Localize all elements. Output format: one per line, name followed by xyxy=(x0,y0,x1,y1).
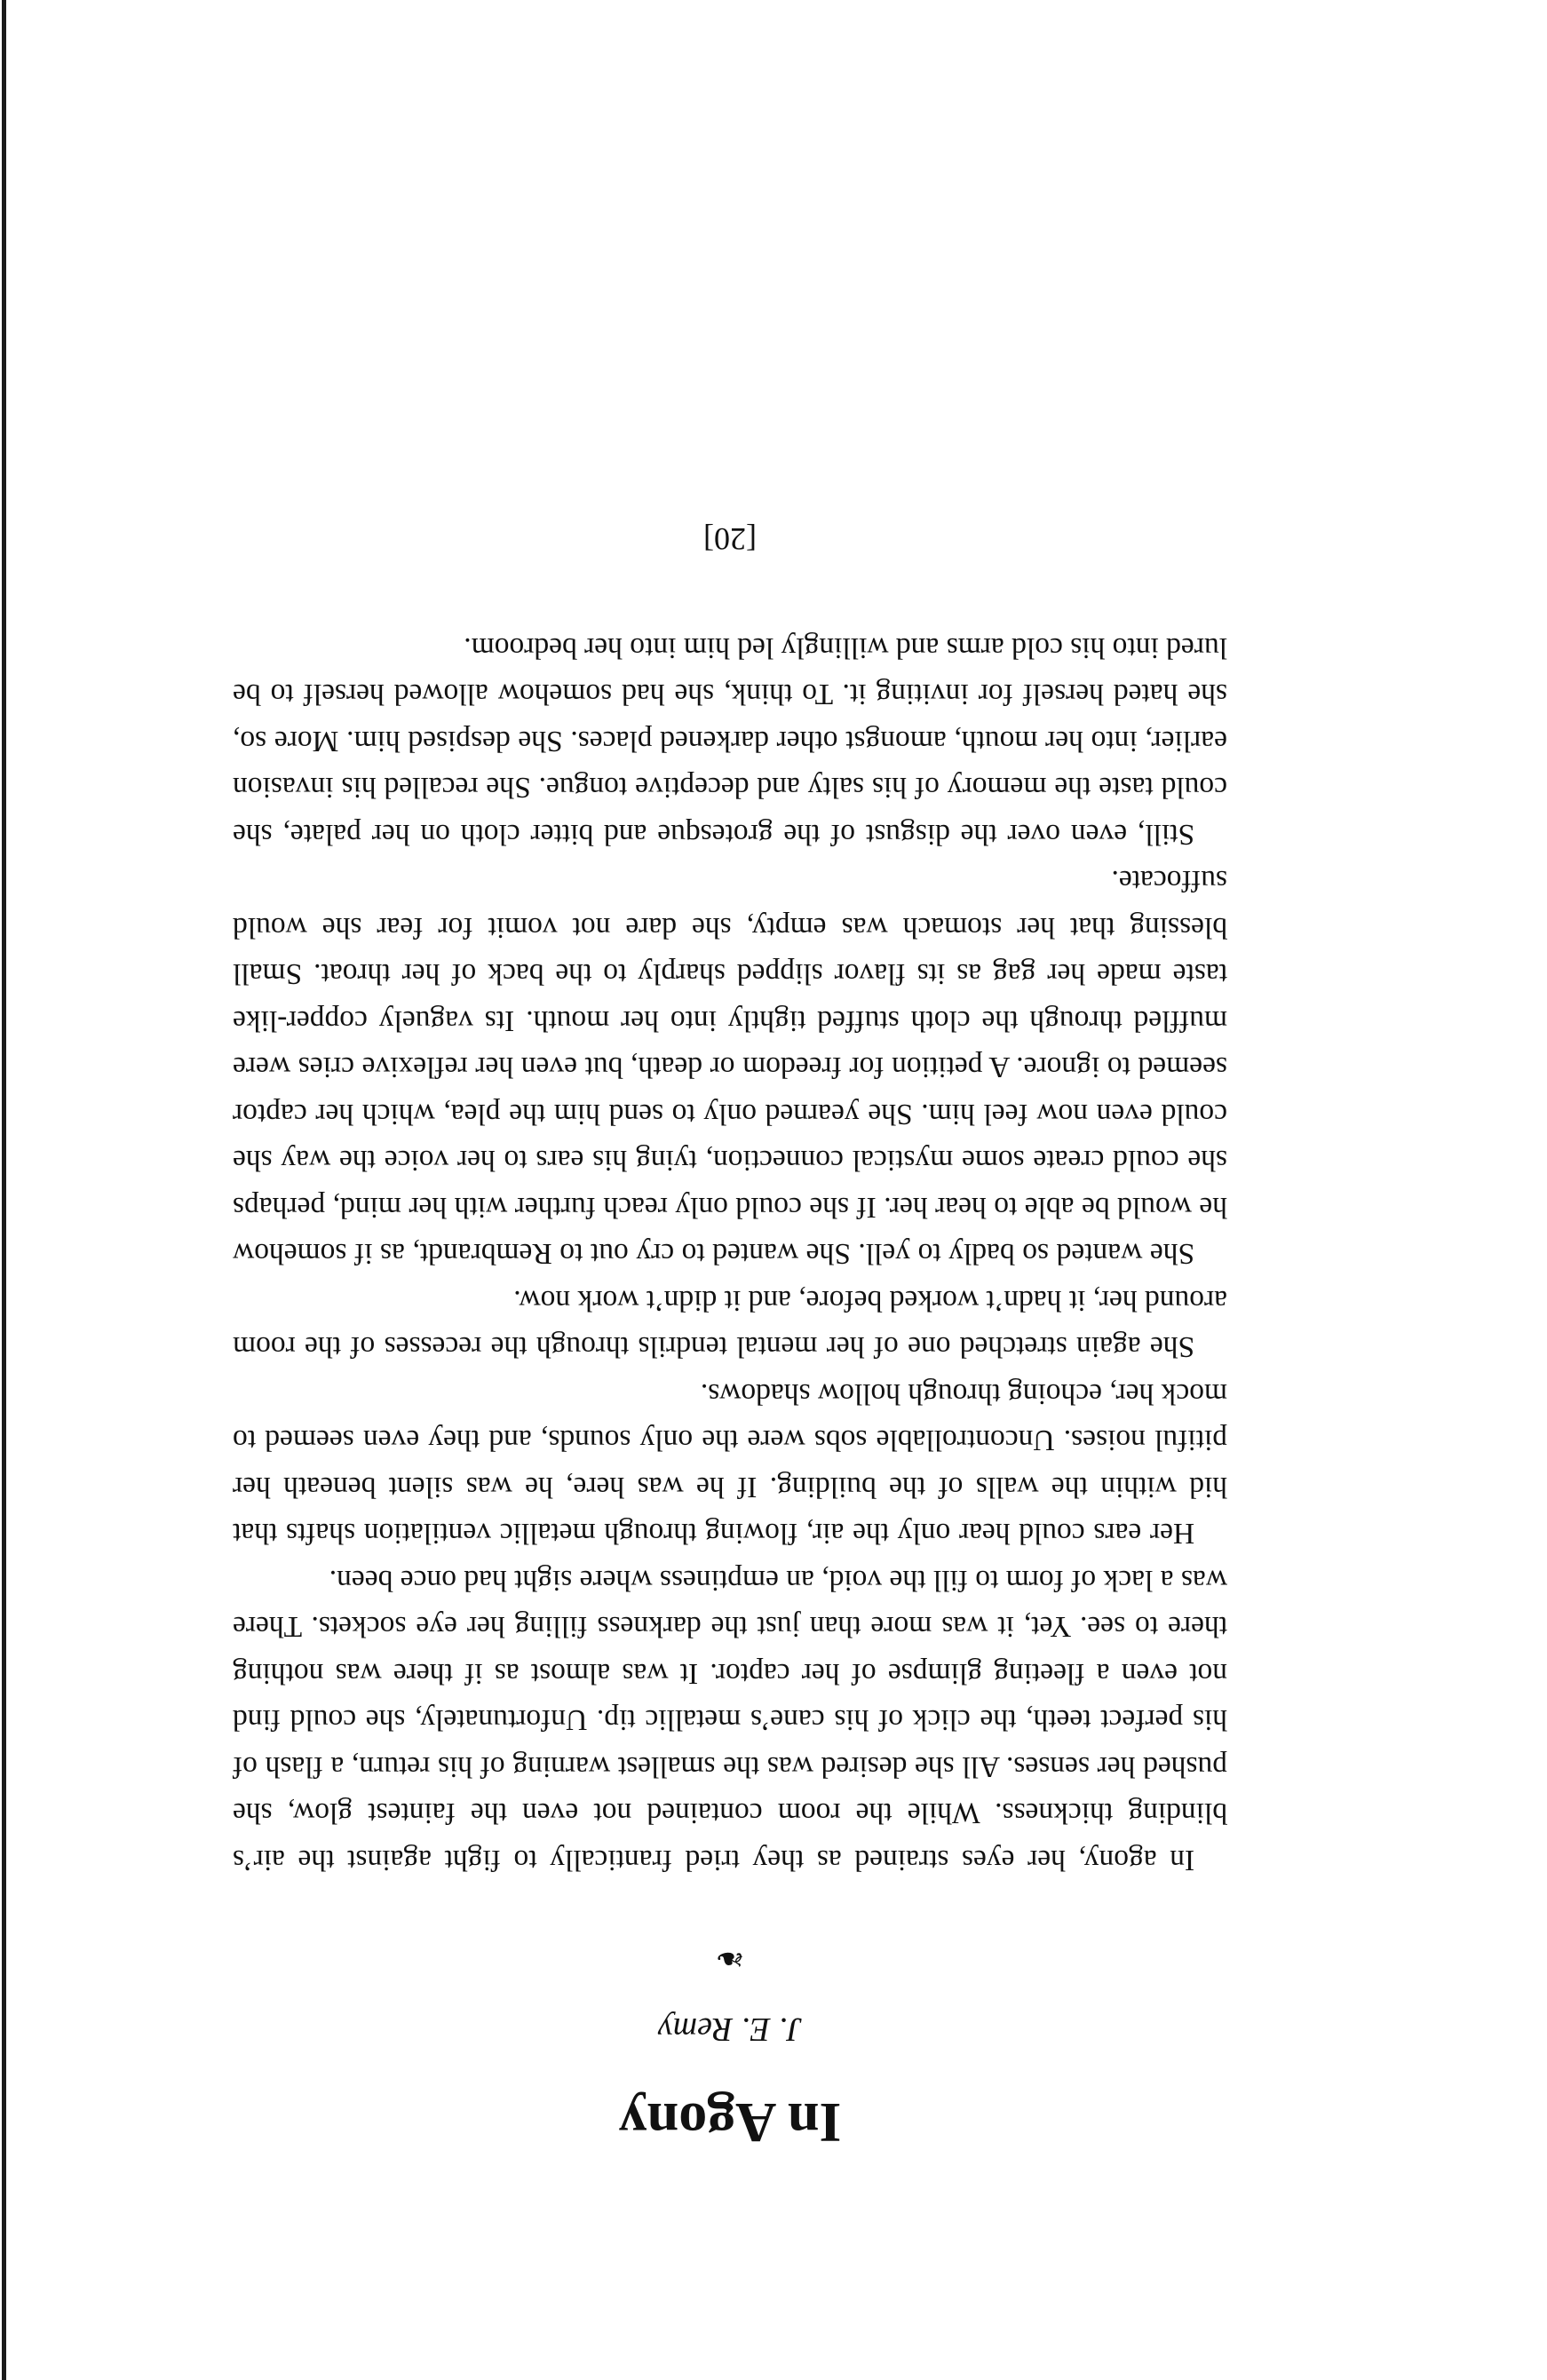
body-paragraph-2: Her ears could hear only the air, flowing through metallic ventilation shafts that hid within the walls of the building. If he was here, he was silent beneath her pitiful noises. Uncontrollable sobs were the only sounds, and they even seemed to mock her, echoing through hollow shadows. xyxy=(233,1377,1227,1551)
binding-edge xyxy=(2,0,6,2380)
body-paragraph-3: She again stretched one of her mental tendrils through the recesses of the room around her, it hadn’t worked before, and it didn’t work now. xyxy=(233,1284,1227,1364)
author-name: J. E. Remy xyxy=(657,2011,803,2048)
fleuron-ornament-icon: ❧ xyxy=(715,1938,745,1979)
body-paragraph-4: She wanted so badly to yell. She wanted to cry out to Rembrandt, as if somehow he would be able to hear her. If she could only reach further with her mind, perhaps she could create some mystical connection, tying his ears to her voice the way she could even now feel him. She yearned only to send him the plea, which her captor seemed to ignore. A petition for freedom or death, but even her reflexive cries were muffled through the cloth stuffed tightly into her mouth. Its vaguely copper-like taste made her gag as its flavor slipped sharply to the back of her throat. Small blessing that her stomach was empty, she dare not vomit for fear she would suffocate. xyxy=(233,864,1227,1271)
body-paragraph-5: Still, even over the disgust of the grotesque and bitter cloth on her palate, she could taste the memory of his salty and deceptive tongue. She recalled his invasion earlier, into her mouth, amongst other darkened places. She despised him. More so, she hated herself for inviting it. To think, she had somehow allowed herself to be lured into his cold arms and willingly led him into her bedroom. xyxy=(233,631,1227,851)
page-content xyxy=(233,518,1227,2159)
body-paragraph-1: In agony, her eyes strained as they tried frantically to fight against the air’s blinding thickness. While the room contained not even the faintest glow, she pushed her senses. All she desired was the smallest warning of his return, a flash of his perfect teeth, the click of his cane’s metallic tip. Unfortunately, she could find not even a fleeting glimpse of her captor. It was almost as if there was nothing there to see. Yet, it was more than just the darkness filling her eye sockets. There was a lack of form to fill the void, an emptiness where sight had once been. xyxy=(233,1564,1227,1876)
page-number: [20] xyxy=(703,521,757,558)
story-title: In Agony xyxy=(618,2091,842,2154)
